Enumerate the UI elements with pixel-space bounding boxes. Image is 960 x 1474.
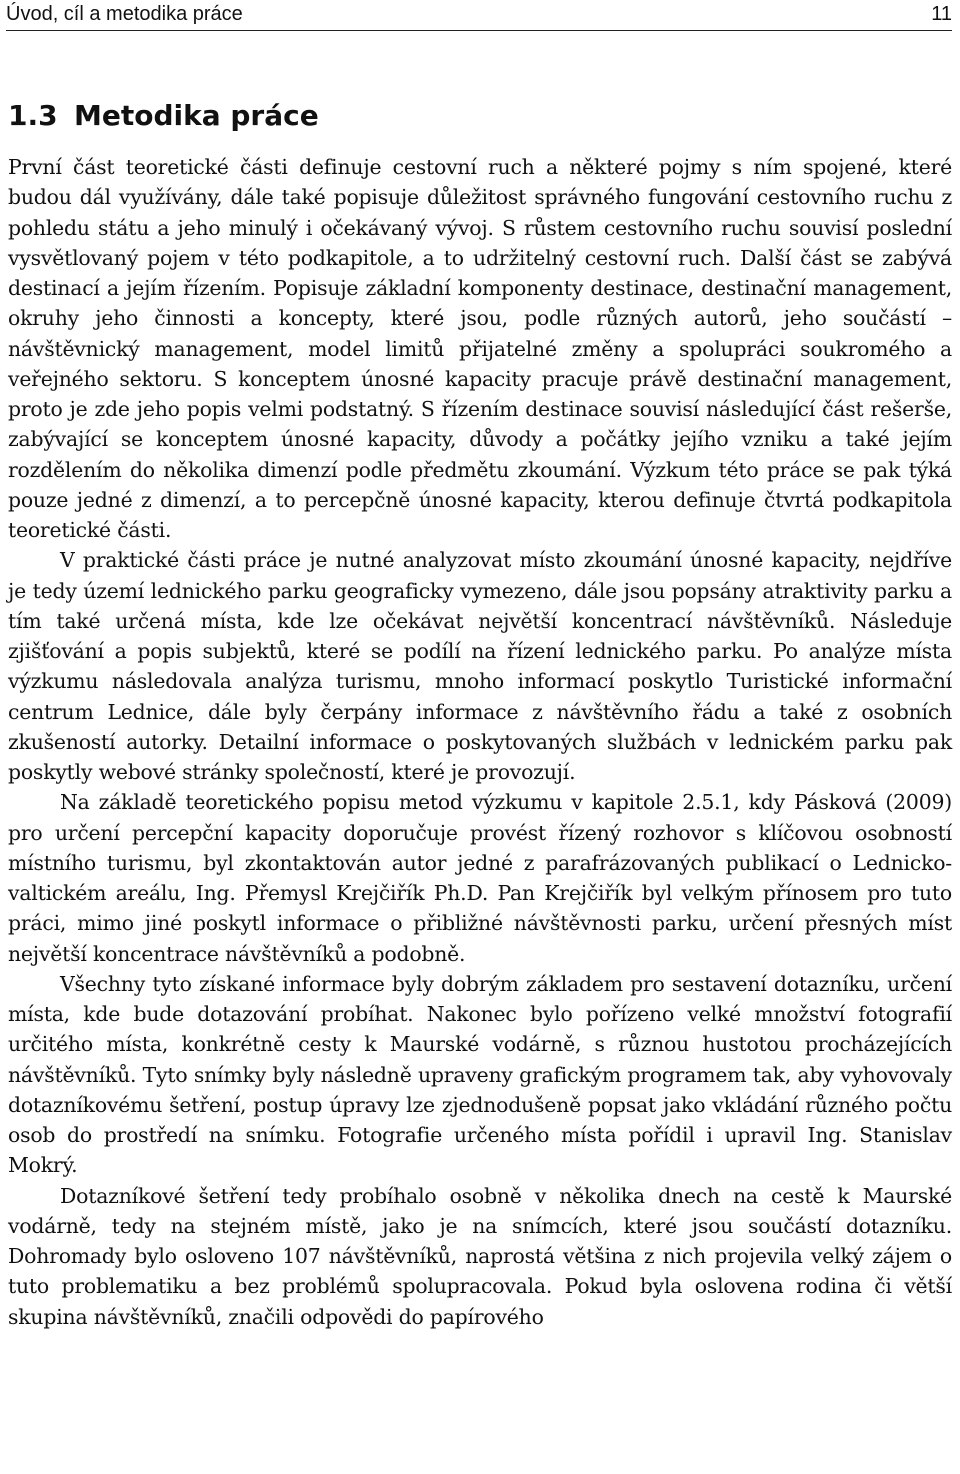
chapter-title: Úvod, cíl a metodika práce — [6, 3, 243, 25]
paragraph-2: V praktické části práce je nutné analyzovat místo zkoumání únosné kapacity, nejdříve je tedy území lednického parku geograficky vymezeno, dále jsou popsány atraktivity parku a tím také určená místa, kde lze očekávat největší koncentrací návštěvníků. Následuje zjišťování a popis subjektů, které se podílí na řízení lednického parku. Po analýze místa výzkumu následovala analýza turismu, mnoho informací poskytlo Turistické informační centrum Lednice, dále byly čerpány informace z návštěvního řádu a také z osobních zkušeností autorky. Detailní informace o poskytovaných službách v lednickém parku pak poskytly webové stránky společností, které je provozují. — [8, 548, 952, 784]
paragraph-3: Na základě teoretického popisu metod výzkumu v kapitole 2.5.1, kdy Pásková (2009) pro určení percepční kapacity doporučuje provést řízený rozhovor s klíčovou osobností místního turismu, byl zkontaktován autor jedné z parafrázovaných publikací o Lednicko-valtickém areálu, Ing. Přemysl Krejčiřík Ph.D. Pan Krejčiřík byl velkým přínosem pro tuto práci, mimo jiné poskytl informace o přibližné návštěvnosti parku, určení přesných míst největší koncentrace návštěvníků a podobně. — [8, 790, 952, 966]
section-title: Metodika práce — [74, 99, 319, 132]
section-heading — [8, 96, 319, 136]
page-number: 11 — [931, 3, 952, 25]
body-text — [8, 152, 952, 1332]
section-number: 1.3 — [8, 99, 58, 132]
paragraph-1: První část teoretické části definuje cestovní ruch a některé pojmy s ním spojené, které budou dál využívány, dále také popisuje důležitost správného fungování cestovního ruchu z pohledu státu a jeho minulý i očekávaný vývoj. S růstem cestovního ruchu souvisí poslední vysvětlovaný pojem v této podkapitole, a to udržitelný cestovní ruch. Další část se zabývá destinací a jejím řízením. Popisuje základní komponenty destinace, destinační management, okruhy jeho činnosti a koncepty, které jsou, podle různých autorů, jeho součástí – návštěvnický management, model limitů přijatelné změny a spolupráci soukromého a veřejného sektoru. S konceptem únosné kapacity pracuje právě destinační management, proto je zde jeho popis velmi podstatný. S řízením destinace souvisí následující část rešerše, zabývající se konceptem únosné kapacity, důvody a počátky jejího vzniku a také jejím rozdělením do několika dimenzí podle předmětu zkoumání. Výzkum této práce se pak týká pouze jedné z dimenzí, a to percepčně únosné kapacity, kterou definuje čtvrtá podkapitola teoretické části. — [8, 155, 952, 542]
running-header — [6, 0, 952, 31]
paragraph-4: Všechny tyto získané informace byly dobrým základem pro sestavení dotazníku, určení místa, kde bude dotazování probíhat. Nakonec bylo pořízeno velké množství fotografií určitého místa, konkrétně cesty k Maurské vodárně, s různou hustotou procházejících návštěvníků. Tyto snímky byly následně upraveny grafickým programem tak, aby vyhovovaly dotazníkovému šetření, postup úpravy lze zjednodušeně popsat jako vkládání různého počtu osob do prostředí na snímku. Fotografie určeného místa pořídil i upravil Ing. Stanislav Mokrý. — [8, 971, 952, 1178]
paragraph-5: Dotazníkové šetření tedy probíhalo osobně v několika dnech na cestě k Maurské vodárně, tedy na stejném místě, jako je na snímcích, které jsou součástí dotazníku. Dohromady bylo osloveno 107 návštěvníků, naprostá většina z nich projevila velký zájem o tuto problematiku a bez problémů spolupracovala. Pokud byla oslovena rodina či větší skupina návštěvníků, značili odpovědi do papírového — [8, 1183, 952, 1329]
